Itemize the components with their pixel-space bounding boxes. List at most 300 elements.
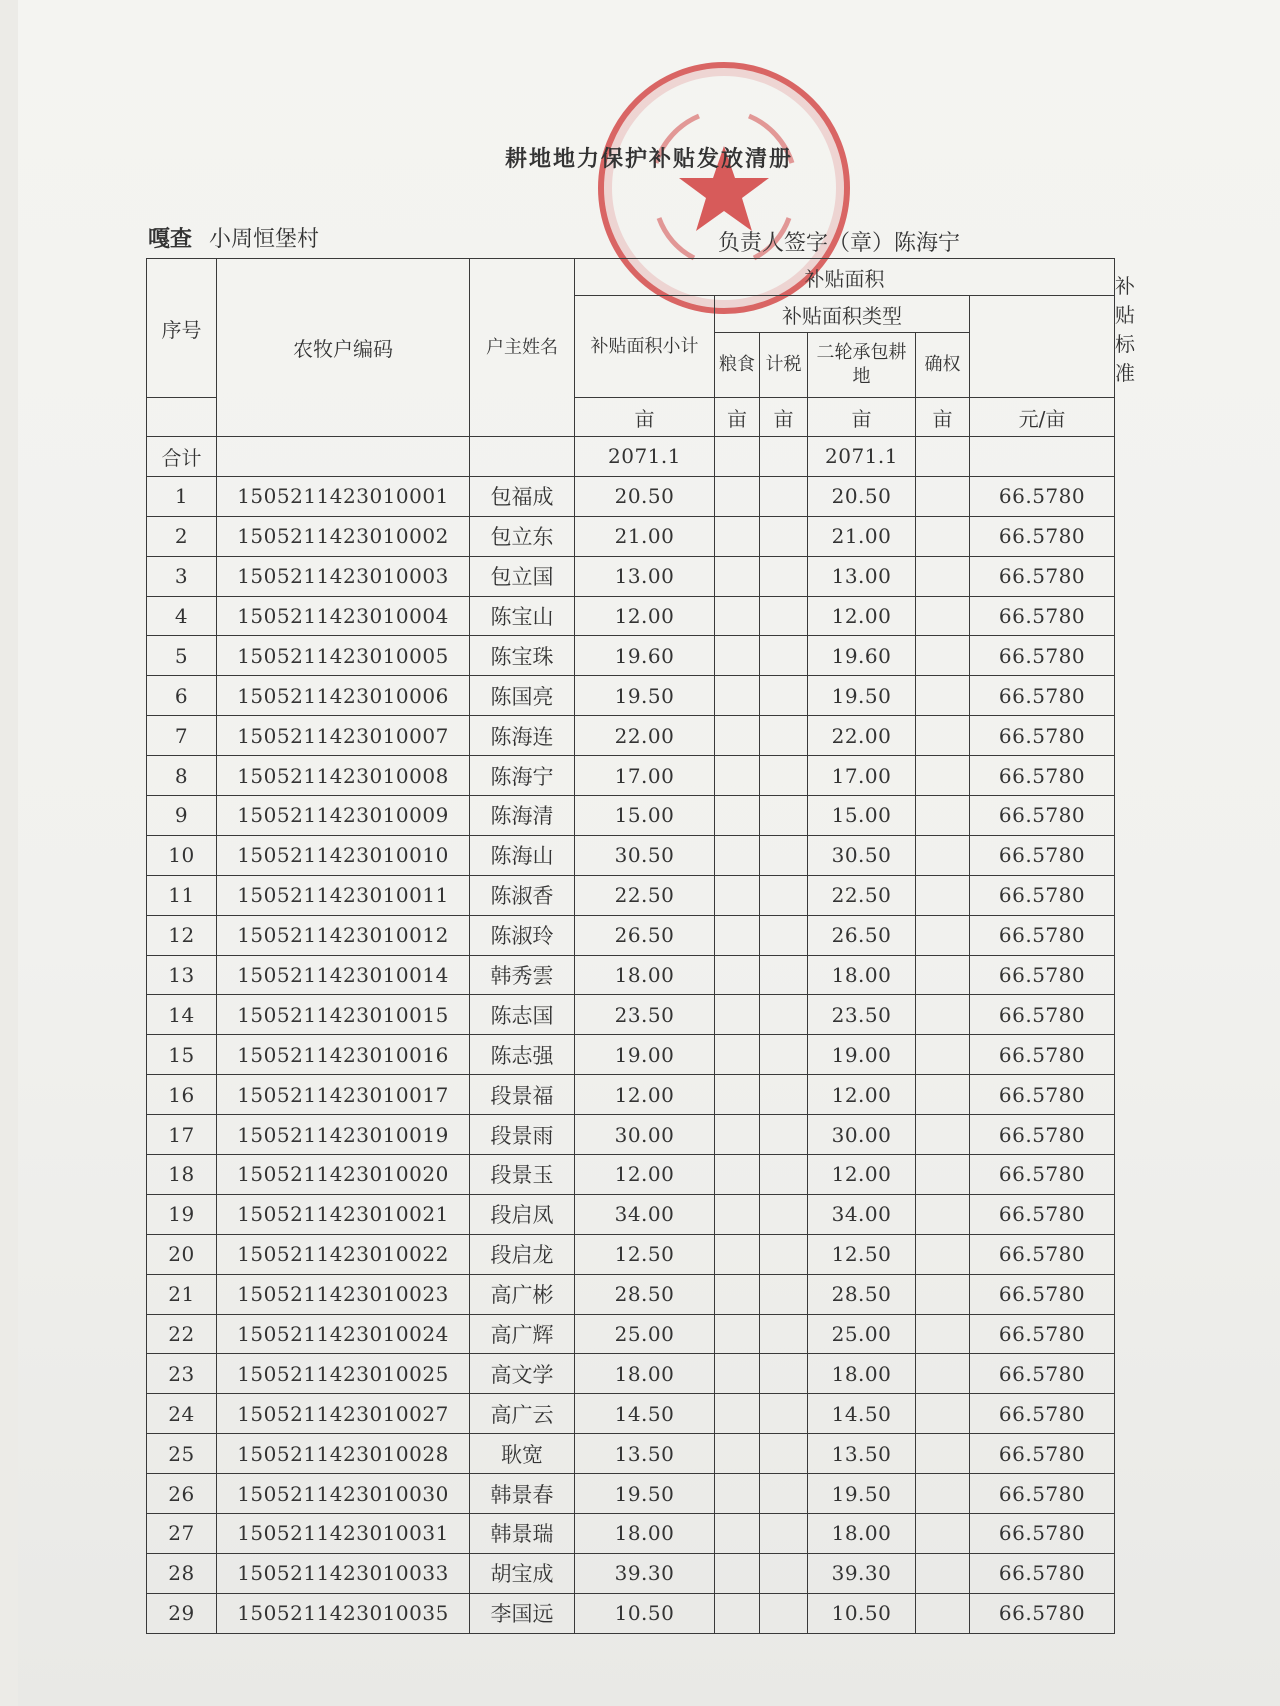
cell-confirmed: [916, 835, 970, 875]
cell-seq: 23: [147, 1354, 217, 1394]
cell-grain: [715, 1274, 760, 1314]
cell-code: 1505211423010014: [217, 955, 470, 995]
cell-tax: [760, 955, 808, 995]
cell-standard: 66.5780: [970, 955, 1115, 995]
cell-confirmed: [916, 1474, 970, 1514]
cell-name: 陈淑玲: [470, 915, 575, 955]
cell-confirmed: [916, 556, 970, 596]
cell-tax: [760, 1115, 808, 1155]
header-area-group: 补贴面积: [575, 259, 1115, 296]
cell-code: 1505211423010015: [217, 995, 470, 1035]
header-seq: 序号: [147, 259, 217, 398]
cell-tax: [760, 1274, 808, 1314]
cell-contract: 12.50: [808, 1234, 916, 1274]
cell-tax: [760, 915, 808, 955]
cell-code: 1505211423010020: [217, 1155, 470, 1195]
cell-confirmed: [916, 1354, 970, 1394]
cell-subtotal: 22.00: [575, 716, 715, 756]
table-row: [147, 1474, 1115, 1514]
cell-code: 1505211423010007: [217, 716, 470, 756]
header-name: 户主姓名: [470, 259, 575, 437]
cell-contract: 18.00: [808, 1354, 916, 1394]
cell-tax: [760, 516, 808, 556]
cell-code: 1505211423010016: [217, 1035, 470, 1075]
table-row: [147, 955, 1115, 995]
cell-tax: [760, 556, 808, 596]
cell-grain: [715, 1314, 760, 1354]
cell-code: 1505211423010017: [217, 1075, 470, 1115]
cell-grain: [715, 796, 760, 836]
table-row: [147, 1514, 1115, 1554]
table-row: [147, 1553, 1115, 1593]
cell-subtotal: 39.30: [575, 1553, 715, 1593]
cell-contract: 21.00: [808, 516, 916, 556]
village-name: 小周恒堡村: [209, 227, 320, 252]
cell-contract: 18.00: [808, 1514, 916, 1554]
cell-tax: [760, 596, 808, 636]
cell-contract: 34.00: [808, 1194, 916, 1234]
cell-name: 韩景春: [470, 1474, 575, 1514]
unit-tax: 亩: [760, 398, 808, 437]
cell-tax: [760, 995, 808, 1035]
cell-standard: 66.5780: [970, 476, 1115, 516]
cell-subtotal: 18.00: [575, 1354, 715, 1394]
table-row: [147, 1354, 1115, 1394]
cell-name: 高广彬: [470, 1274, 575, 1314]
cell-subtotal: 30.00: [575, 1115, 715, 1155]
cell-seq: 9: [147, 796, 217, 836]
cell-confirmed: [916, 1035, 970, 1075]
cell-standard: 66.5780: [970, 676, 1115, 716]
cell-name: 陈志国: [470, 995, 575, 1035]
cell-contract: 10.50: [808, 1593, 916, 1633]
table-row: [147, 995, 1115, 1035]
cell-confirmed: [916, 1434, 970, 1474]
cell-contract: 12.00: [808, 1075, 916, 1115]
cell-contract: 25.00: [808, 1314, 916, 1354]
unit-grain: 亩: [715, 398, 760, 437]
cell-subtotal: 26.50: [575, 915, 715, 955]
cell-contract: 30.00: [808, 1115, 916, 1155]
cell-grain: [715, 636, 760, 676]
cell-code: 1505211423010002: [217, 516, 470, 556]
table-row: [147, 476, 1115, 516]
cell-confirmed: [916, 995, 970, 1035]
cell-standard: 66.5780: [970, 1155, 1115, 1195]
table-row: [147, 835, 1115, 875]
unit-standard: 元/亩: [970, 398, 1115, 437]
cell-contract: 20.50: [808, 476, 916, 516]
cell-code: 1505211423010019: [217, 1115, 470, 1155]
cell-subtotal: 15.00: [575, 796, 715, 836]
cell-name: 高广辉: [470, 1314, 575, 1354]
cell-seq: 7: [147, 716, 217, 756]
cell-seq: 1: [147, 476, 217, 516]
cell-name: 李国远: [470, 1593, 575, 1633]
cell-tax: [760, 636, 808, 676]
cell-confirmed: [916, 1514, 970, 1554]
cell-code: 1505211423010006: [217, 676, 470, 716]
cell-code: 1505211423010005: [217, 636, 470, 676]
total-row: [147, 437, 1115, 477]
cell-confirmed: [916, 955, 970, 995]
total-standard: [970, 437, 1115, 477]
cell-name: 包立东: [470, 516, 575, 556]
cell-name: 陈淑香: [470, 875, 575, 915]
cell-name: 段景福: [470, 1075, 575, 1115]
cell-standard: 66.5780: [970, 835, 1115, 875]
table-row: [147, 1274, 1115, 1314]
cell-tax: [760, 1354, 808, 1394]
header-tax: 计税: [760, 333, 808, 398]
cell-seq: 28: [147, 1553, 217, 1593]
header-confirmed: 确权: [916, 333, 970, 398]
cell-confirmed: [916, 875, 970, 915]
cell-name: 胡宝成: [470, 1553, 575, 1593]
cell-code: 1505211423010028: [217, 1434, 470, 1474]
cell-tax: [760, 1553, 808, 1593]
table-row: [147, 1593, 1115, 1633]
cell-name: 陈海宁: [470, 756, 575, 796]
cell-subtotal: 23.50: [575, 995, 715, 1035]
cell-standard: 66.5780: [970, 1593, 1115, 1633]
unit-contract: 亩: [808, 398, 916, 437]
cell-subtotal: 13.00: [575, 556, 715, 596]
cell-name: 包立国: [470, 556, 575, 596]
cell-confirmed: [916, 915, 970, 955]
cell-subtotal: 19.00: [575, 1035, 715, 1075]
cell-seq: 20: [147, 1234, 217, 1274]
cell-standard: 66.5780: [970, 1274, 1115, 1314]
village-line: [148, 222, 319, 253]
cell-grain: [715, 756, 760, 796]
cell-tax: [760, 1474, 808, 1514]
cell-subtotal: 12.00: [575, 596, 715, 636]
table-row: [147, 1234, 1115, 1274]
cell-grain: [715, 1553, 760, 1593]
cell-contract: 15.00: [808, 796, 916, 836]
cell-standard: 66.5780: [970, 1394, 1115, 1434]
cell-subtotal: 19.50: [575, 1474, 715, 1514]
cell-confirmed: [916, 516, 970, 556]
cell-grain: [715, 1354, 760, 1394]
cell-name: 陈宝山: [470, 596, 575, 636]
table-row: [147, 716, 1115, 756]
cell-confirmed: [916, 1115, 970, 1155]
cell-name: 段景玉: [470, 1155, 575, 1195]
cell-code: 1505211423010003: [217, 556, 470, 596]
cell-subtotal: 12.00: [575, 1075, 715, 1115]
cell-seq: 8: [147, 756, 217, 796]
cell-grain: [715, 716, 760, 756]
cell-contract: 12.00: [808, 596, 916, 636]
cell-tax: [760, 1155, 808, 1195]
cell-name: 高广云: [470, 1394, 575, 1434]
cell-grain: [715, 596, 760, 636]
cell-seq: 24: [147, 1394, 217, 1434]
total-subtotal: 2071.1: [575, 437, 715, 477]
cell-grain: [715, 476, 760, 516]
cell-grain: [715, 1075, 760, 1115]
cell-confirmed: [916, 1075, 970, 1115]
cell-grain: [715, 835, 760, 875]
cell-tax: [760, 875, 808, 915]
cell-confirmed: [916, 1155, 970, 1195]
cell-contract: 17.00: [808, 756, 916, 796]
cell-name: 韩景瑞: [470, 1514, 575, 1554]
cell-seq: 6: [147, 676, 217, 716]
cell-seq: 17: [147, 1115, 217, 1155]
cell-name: 段启龙: [470, 1234, 575, 1274]
cell-standard: 66.5780: [970, 596, 1115, 636]
cell-grain: [715, 1194, 760, 1234]
cell-subtotal: 22.50: [575, 875, 715, 915]
cell-contract: 28.50: [808, 1274, 916, 1314]
table-row: [147, 556, 1115, 596]
cell-standard: 66.5780: [970, 1474, 1115, 1514]
cell-seq: 27: [147, 1514, 217, 1554]
table-row: [147, 516, 1115, 556]
table-row: [147, 1194, 1115, 1234]
table-row: [147, 1115, 1115, 1155]
cell-confirmed: [916, 1394, 970, 1434]
cell-seq: 10: [147, 835, 217, 875]
cell-tax: [760, 1194, 808, 1234]
cell-standard: 66.5780: [970, 1075, 1115, 1115]
cell-code: 1505211423010009: [217, 796, 470, 836]
table-row: [147, 1434, 1115, 1474]
cell-contract: 39.30: [808, 1553, 916, 1593]
cell-name: 陈海清: [470, 796, 575, 836]
cell-subtotal: 10.50: [575, 1593, 715, 1633]
cell-seq: 3: [147, 556, 217, 596]
cell-name: 韩秀雲: [470, 955, 575, 995]
cell-grain: [715, 915, 760, 955]
cell-grain: [715, 1593, 760, 1633]
cell-name: 段启凤: [470, 1194, 575, 1234]
cell-standard: 66.5780: [970, 1115, 1115, 1155]
cell-name: 陈志强: [470, 1035, 575, 1075]
cell-seq: 29: [147, 1593, 217, 1633]
total-tax: [760, 437, 808, 477]
cell-tax: [760, 476, 808, 516]
cell-seq: 25: [147, 1434, 217, 1474]
table-row: [147, 1155, 1115, 1195]
cell-tax: [760, 1314, 808, 1354]
cell-confirmed: [916, 636, 970, 676]
cell-seq: 11: [147, 875, 217, 915]
cell-code: 1505211423010031: [217, 1514, 470, 1554]
cell-tax: [760, 676, 808, 716]
signer-line: 负责人签字（章）陈海宁: [718, 231, 961, 256]
cell-grain: [715, 1115, 760, 1155]
cell-seq: 15: [147, 1035, 217, 1075]
total-name: [470, 437, 575, 477]
cell-seq: 12: [147, 915, 217, 955]
cell-contract: 22.50: [808, 875, 916, 915]
table-row: [147, 676, 1115, 716]
cell-standard: 66.5780: [970, 516, 1115, 556]
cell-seq: 5: [147, 636, 217, 676]
cell-subtotal: 34.00: [575, 1194, 715, 1234]
cell-subtotal: 18.00: [575, 955, 715, 995]
header-type-group: 补贴面积类型: [715, 296, 970, 333]
table-row: [147, 756, 1115, 796]
cell-subtotal: 12.50: [575, 1234, 715, 1274]
cell-code: 1505211423010027: [217, 1394, 470, 1434]
cell-standard: 66.5780: [970, 1434, 1115, 1474]
unit-subtotal: 亩: [575, 398, 715, 437]
unit-confirmed: 亩: [916, 398, 970, 437]
cell-seq: 2: [147, 516, 217, 556]
cell-confirmed: [916, 1553, 970, 1593]
cell-tax: [760, 1593, 808, 1633]
header-grain: 粮食: [715, 333, 760, 398]
cell-seq: 4: [147, 596, 217, 636]
cell-grain: [715, 556, 760, 596]
cell-seq: 22: [147, 1314, 217, 1354]
cell-subtotal: 13.50: [575, 1434, 715, 1474]
cell-seq: 13: [147, 955, 217, 995]
cell-seq: 14: [147, 995, 217, 1035]
cell-grain: [715, 1394, 760, 1434]
cell-confirmed: [916, 1593, 970, 1633]
cell-contract: 19.50: [808, 676, 916, 716]
cell-standard: 66.5780: [970, 1314, 1115, 1354]
cell-contract: 19.00: [808, 1035, 916, 1075]
cell-grain: [715, 1155, 760, 1195]
cell-confirmed: [916, 1234, 970, 1274]
cell-confirmed: [916, 596, 970, 636]
cell-code: 1505211423010011: [217, 875, 470, 915]
cell-subtotal: 21.00: [575, 516, 715, 556]
cell-standard: 66.5780: [970, 995, 1115, 1035]
cell-tax: [760, 835, 808, 875]
document-sheet: [18, 0, 1280, 1706]
cell-tax: [760, 796, 808, 836]
cell-contract: 14.50: [808, 1394, 916, 1434]
cell-name: 包福成: [470, 476, 575, 516]
cell-code: 1505211423010001: [217, 476, 470, 516]
cell-grain: [715, 1035, 760, 1075]
village-label: 嘎查: [148, 227, 193, 252]
cell-code: 1505211423010030: [217, 1474, 470, 1514]
cell-standard: 66.5780: [970, 1194, 1115, 1234]
cell-standard: 66.5780: [970, 1514, 1115, 1554]
table-row: [147, 636, 1115, 676]
cell-tax: [760, 1035, 808, 1075]
cell-confirmed: [916, 756, 970, 796]
table-row: [147, 1075, 1115, 1115]
cell-standard: 66.5780: [970, 796, 1115, 836]
cell-contract: 13.50: [808, 1434, 916, 1474]
cell-grain: [715, 676, 760, 716]
cell-confirmed: [916, 1314, 970, 1354]
cell-subtotal: 20.50: [575, 476, 715, 516]
table-row: [147, 1035, 1115, 1075]
cell-tax: [760, 1394, 808, 1434]
table-row: [147, 596, 1115, 636]
cell-standard: 66.5780: [970, 1035, 1115, 1075]
unit-seq: [147, 398, 217, 437]
cell-contract: 13.00: [808, 556, 916, 596]
cell-code: 1505211423010023: [217, 1274, 470, 1314]
cell-code: 1505211423010035: [217, 1593, 470, 1633]
cell-name: 陈海山: [470, 835, 575, 875]
cell-seq: 19: [147, 1194, 217, 1234]
cell-code: 1505211423010024: [217, 1314, 470, 1354]
table-row: [147, 796, 1115, 836]
total-confirmed: [916, 437, 970, 477]
total-code: [217, 437, 470, 477]
cell-subtotal: 12.00: [575, 1155, 715, 1195]
cell-seq: 16: [147, 1075, 217, 1115]
subsidy-table: 序号 农牧户编码 户主姓名 补贴面积 补贴标准 补贴面积小计 补贴面积类型 粮食 计税 二轮承包耕地 确权 亩 亩 亩 亩 亩 元/亩 合计 2071.1 2071.1 1 1505211423010001 包福成 20.50 20.50 66.5780 2 1505211423010002 包立东 21.00 21.00 66.5780 3 1505211423010003 包立国 13.00 13.00 66.5780 4 1505211423010004 陈宝山 12.00 12.00 66.5780 5 1505211423010005 陈宝珠 19.60 19.60 66.5780 6 1505211423010006 陈国亮 19.50 19.50 66.5780 7 1505211423010007 陈海连 22.00 22.00 66.5780 8 1505211423010008 陈海宁 17.00 17.00 66.5780 9 1505211423010009 陈海清 15.00 15.00 66.5780 10 1505211423010010 陈海山 30.50 30.50 66.5780 11 1505211423010011 陈淑香 22.50 22.50 66.5780 12 1505211423010012 陈淑玲 26.50 26.50 66.5780 13 1505211423010014 韩秀雲 18.00 18.00 66.5780 14 1505211423010015 陈志国 23.50 23.50 66.5780 15 1505211423010016 陈志强 19.00 19.00 66.5780 16 1505211423010017 段景福 12.00 12.00 66.5780 17 1505211423010019 段景雨 30.00 30.00 66.5780 18 1505211423010020 段景玉 12.00 12.00 66.5780 19 1505211423010021 段启凤 34.00 34.00 66.5780 20 1505211423010022 段启龙 12.50 12.50 66.5780 21 1505211423010023 高广彬 28.50 28.50 66.5780 22 1505211423010024 高广辉 25.00 25.00 66.5780 23 1505211423010025 高文学 18.00 18.00 66.5780 24 1505211423010027 高广云 14.50 14.50 66.5780 25 1505211423010028 耿宽 13.50 13.50 66.5780 26 1505211423010030 韩景春 19.50 19.50 66.5780 27 1505211423010031 韩景瑞 18.00 18.00 66.5780 28 1505211423010033 胡宝成 39.30 39.30 66.5780 29 1505211423010035 李国远 10.50 10.50 66.5780: [146, 258, 1115, 1634]
cell-confirmed: [916, 1194, 970, 1234]
cell-name: 高文学: [470, 1354, 575, 1394]
table-row: [147, 875, 1115, 915]
cell-tax: [760, 1234, 808, 1274]
cell-seq: 26: [147, 1474, 217, 1514]
cell-code: 1505211423010004: [217, 596, 470, 636]
cell-subtotal: 19.60: [575, 636, 715, 676]
cell-grain: [715, 1514, 760, 1554]
table-row: [147, 1314, 1115, 1354]
cell-confirmed: [916, 676, 970, 716]
cell-grain: [715, 516, 760, 556]
cell-confirmed: [916, 716, 970, 756]
cell-tax: [760, 756, 808, 796]
cell-grain: [715, 995, 760, 1035]
cell-grain: [715, 955, 760, 995]
cell-subtotal: 25.00: [575, 1314, 715, 1354]
cell-contract: 22.00: [808, 716, 916, 756]
cell-tax: [760, 716, 808, 756]
table-row: [147, 915, 1115, 955]
cell-confirmed: [916, 796, 970, 836]
cell-contract: 26.50: [808, 915, 916, 955]
cell-contract: 19.50: [808, 1474, 916, 1514]
cell-name: 陈国亮: [470, 676, 575, 716]
cell-grain: [715, 1474, 760, 1514]
cell-grain: [715, 1234, 760, 1274]
cell-grain: [715, 875, 760, 915]
cell-standard: 66.5780: [970, 875, 1115, 915]
cell-contract: 18.00: [808, 955, 916, 995]
cell-name: 耿宽: [470, 1434, 575, 1474]
cell-confirmed: [916, 476, 970, 516]
cell-standard: 66.5780: [970, 1234, 1115, 1274]
cell-tax: [760, 1075, 808, 1115]
cell-standard: 66.5780: [970, 915, 1115, 955]
cell-standard: 66.5780: [970, 1354, 1115, 1394]
total-label: 合计: [147, 437, 217, 477]
cell-code: 1505211423010025: [217, 1354, 470, 1394]
cell-seq: 18: [147, 1155, 217, 1195]
cell-standard: 66.5780: [970, 556, 1115, 596]
cell-subtotal: 14.50: [575, 1394, 715, 1434]
header-contract: 二轮承包耕地: [808, 333, 916, 398]
cell-grain: [715, 1434, 760, 1474]
cell-code: 1505211423010012: [217, 915, 470, 955]
cell-contract: 19.60: [808, 636, 916, 676]
cell-standard: 66.5780: [970, 636, 1115, 676]
cell-code: 1505211423010021: [217, 1194, 470, 1234]
cell-name: 段景雨: [470, 1115, 575, 1155]
total-contract: 2071.1: [808, 437, 916, 477]
table-row: [147, 1394, 1115, 1434]
cell-subtotal: 18.00: [575, 1514, 715, 1554]
